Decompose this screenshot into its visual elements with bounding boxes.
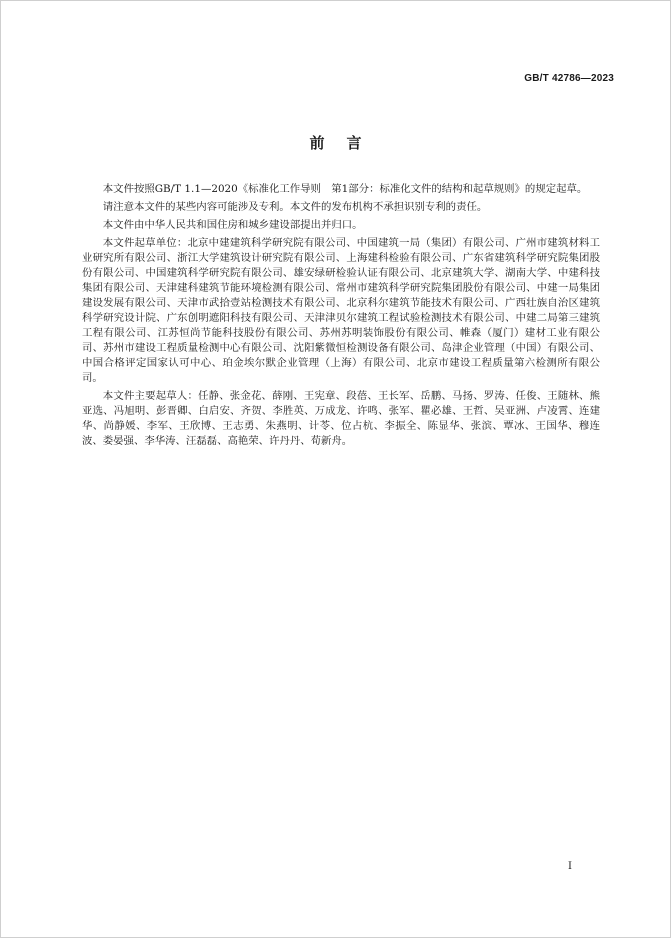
page-number: I [568,861,572,872]
paragraph-drafting-units: 本文件起草单位：北京中建建筑科学研究院有限公司、中国建筑一局（集团）有限公司、广州市建筑材料工业研究所有限公司、浙江大学建筑设计研究院有限公司、上海建科检验有限公司、广东省建筑科学研究院集团股份有限公司、中国建筑科学研究院有限公司、雄安绿研检验认证有限公司、北京建筑大学、湖南大学、中建科技集团有限公司、天津建科建筑节能环境检测有限公司、常州市建筑科学研究院集团股份有限公司、中建一局集团建设发展有限公司、天津市武拾壹站检测技术有限公司、北京科尔建筑节能技术有限公司、广西壮族自治区建筑科学研究设计院、广东创明遮阳科技有限公司、天津津贝尔建筑工程试验检测技术有限公司、中建二局第三建筑工程有限公司、江苏恒尚节能科技股份有限公司、苏州苏明装饰股份有限公司、帷森（厦门）建材工业有限公司、苏州市建设工程质量检测中心有限公司、沈阳紫微恒检测设备有限公司、岛津企业管理（中国）有限公司、中国合格评定国家认可中心、珀金埃尔默企业管理（上海）有限公司、北京市建设工程质量第六检测所有限公司。 [82,237,600,384]
paragraph-patent-notice: 请注意本文件的某些内容可能涉及专利。本文件的发布机构不承担识别专利的责任。 [102,201,488,213]
paragraph-proposer: 本文件由中华人民共和国住房和城乡建设部提出并归口。 [102,219,363,231]
paragraph-drafters: 本文件主要起草人：任静、张金花、薛刚、王宪章、段蓓、王长军、岳鹏、马扬、罗涛、任俊、王随林、熊亚选、冯旭明、彭晋卿、白启安、齐贺、李胜英、万成龙、许鸣、张军、瞿必雄、王哲、吴亚洲、卢凌霄、连建华、尚静媛、李军、王欣博、王志勇、朱燕明、计苓、位占杭、李振全、陈显华、张滨、覃冰、王国华、穆连波、娄晏强、李华涛、汪磊磊、高艳荣、许丹丹、荀新舟。 [82,390,600,447]
standard-code: GB/T 42786—2023 [524,73,614,84]
document-body [82,182,600,452]
paragraph-drafting-rules: 本文件按照GB/T 1.1—2020《标准化工作导则 第1部分：标准化文件的结构和起草规则》的规定起草。 [102,183,588,195]
page-title: 前言 [309,134,384,152]
